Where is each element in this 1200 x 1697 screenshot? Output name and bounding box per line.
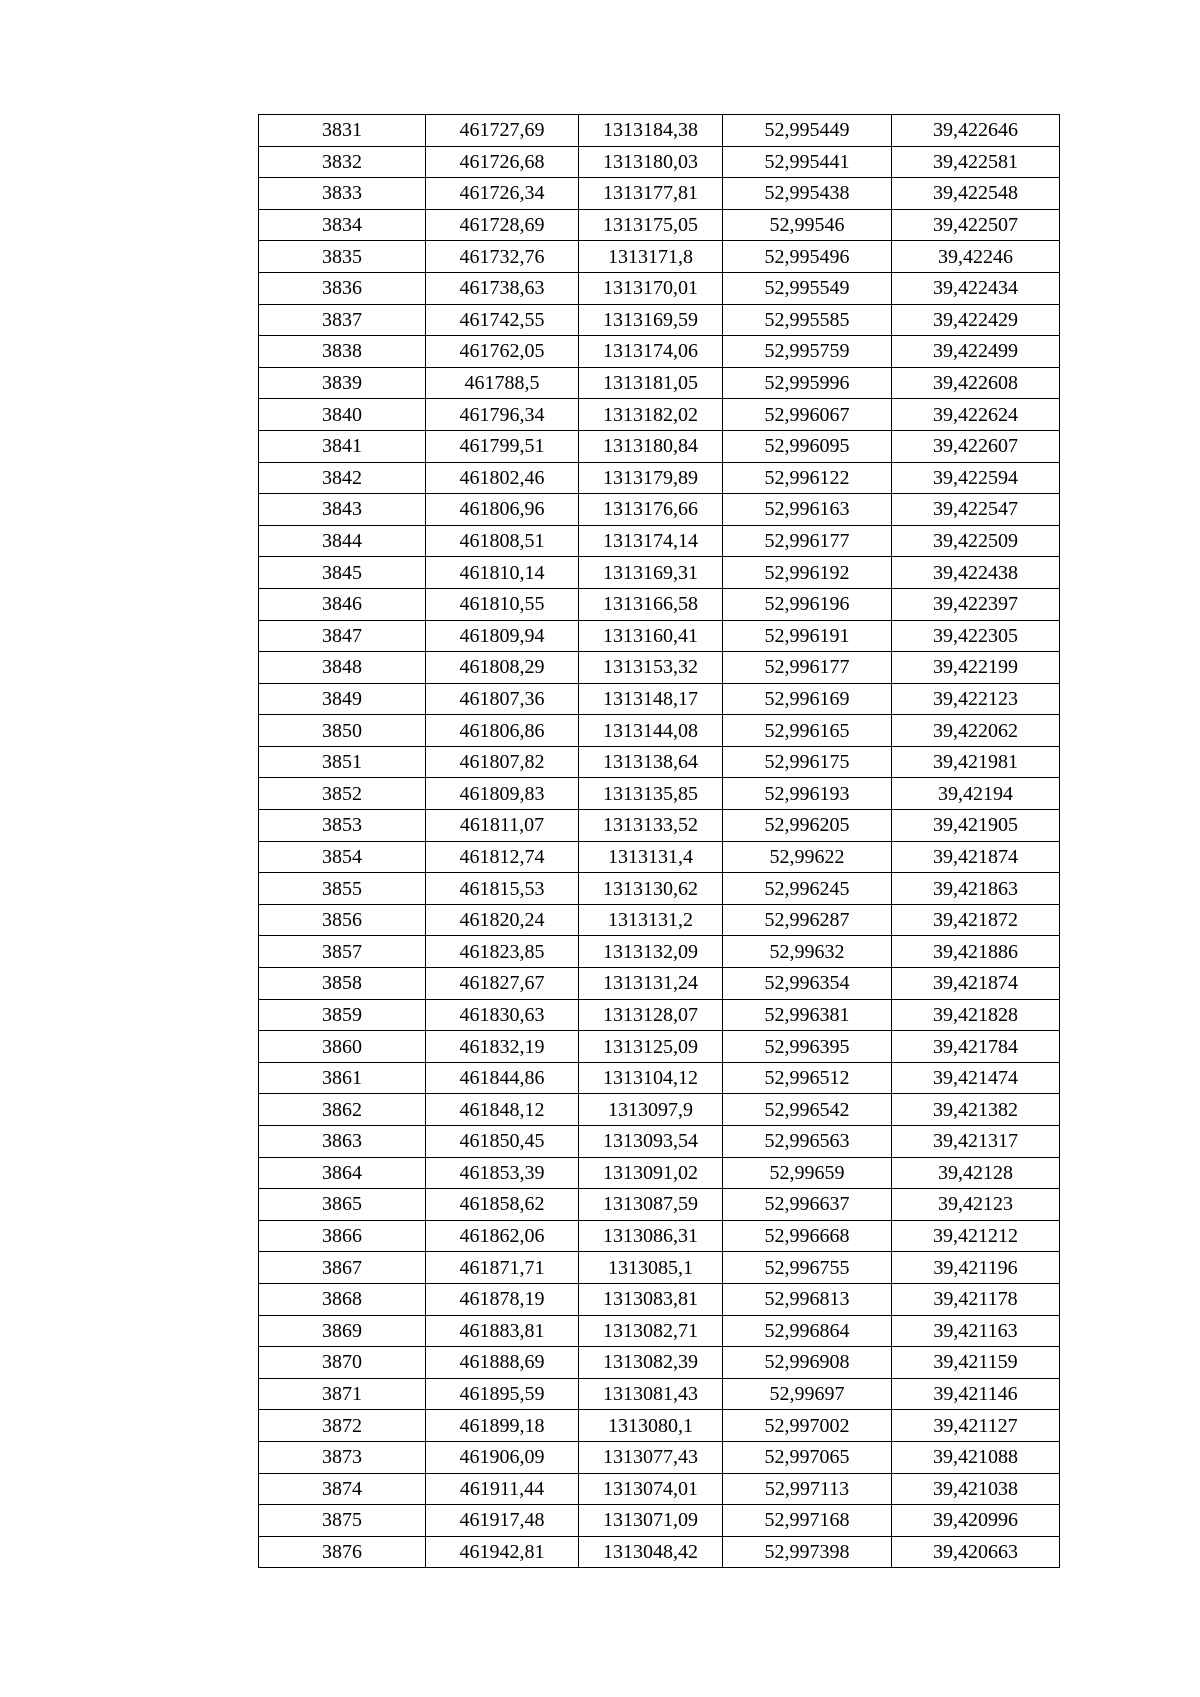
point-number-cell: 3873: [259, 1441, 426, 1473]
table-row: [259, 1410, 1060, 1442]
latitude-cell: 52,997065: [723, 1441, 892, 1473]
point-number-cell: 3859: [259, 999, 426, 1031]
y-coordinate-cell: 1313080,1: [579, 1410, 723, 1442]
point-number-cell: 3870: [259, 1347, 426, 1379]
y-coordinate-cell: 1313083,81: [579, 1283, 723, 1315]
table-row: [259, 1189, 1060, 1221]
longitude-cell: 39,420663: [892, 1536, 1060, 1568]
x-coordinate-cell: 461906,09: [426, 1441, 579, 1473]
point-number-cell: 3855: [259, 873, 426, 905]
latitude-cell: 52,996163: [723, 494, 892, 526]
table-row: [259, 241, 1060, 273]
x-coordinate-cell: 461820,24: [426, 904, 579, 936]
latitude-cell: 52,996177: [723, 652, 892, 684]
longitude-cell: 39,422594: [892, 462, 1060, 494]
latitude-cell: 52,996205: [723, 810, 892, 842]
latitude-cell: 52,996668: [723, 1220, 892, 1252]
table-row: [259, 1347, 1060, 1379]
y-coordinate-cell: 1313182,02: [579, 399, 723, 431]
longitude-cell: 39,422397: [892, 588, 1060, 620]
point-number-cell: 3833: [259, 178, 426, 210]
latitude-cell: 52,996813: [723, 1283, 892, 1315]
longitude-cell: 39,422548: [892, 178, 1060, 210]
latitude-cell: 52,995438: [723, 178, 892, 210]
x-coordinate-cell: 461942,81: [426, 1536, 579, 1568]
table-row: [259, 1062, 1060, 1094]
x-coordinate-cell: 461811,07: [426, 810, 579, 842]
latitude-cell: 52,997398: [723, 1536, 892, 1568]
longitude-cell: 39,421863: [892, 873, 1060, 905]
point-number-cell: 3865: [259, 1189, 426, 1221]
point-number-cell: 3874: [259, 1473, 426, 1505]
longitude-cell: 39,422305: [892, 620, 1060, 652]
latitude-cell: 52,995441: [723, 146, 892, 178]
table-row: [259, 746, 1060, 778]
table-row: [259, 209, 1060, 241]
y-coordinate-cell: 1313086,31: [579, 1220, 723, 1252]
latitude-cell: 52,997113: [723, 1473, 892, 1505]
x-coordinate-cell: 461878,19: [426, 1283, 579, 1315]
latitude-cell: 52,996191: [723, 620, 892, 652]
x-coordinate-cell: 461853,39: [426, 1157, 579, 1189]
latitude-cell: 52,996165: [723, 715, 892, 747]
longitude-cell: 39,422547: [892, 494, 1060, 526]
x-coordinate-cell: 461732,76: [426, 241, 579, 273]
x-coordinate-cell: 461815,53: [426, 873, 579, 905]
x-coordinate-cell: 461895,59: [426, 1378, 579, 1410]
x-coordinate-cell: 461832,19: [426, 1031, 579, 1063]
table-row: [259, 1536, 1060, 1568]
y-coordinate-cell: 1313135,85: [579, 778, 723, 810]
y-coordinate-cell: 1313144,08: [579, 715, 723, 747]
point-number-cell: 3832: [259, 146, 426, 178]
longitude-cell: 39,422199: [892, 652, 1060, 684]
table-row: [259, 557, 1060, 589]
table-row: [259, 1283, 1060, 1315]
table-row: [259, 588, 1060, 620]
y-coordinate-cell: 1313128,07: [579, 999, 723, 1031]
longitude-cell: 39,42123: [892, 1189, 1060, 1221]
point-number-cell: 3834: [259, 209, 426, 241]
y-coordinate-cell: 1313087,59: [579, 1189, 723, 1221]
latitude-cell: 52,99622: [723, 841, 892, 873]
y-coordinate-cell: 1313085,1: [579, 1252, 723, 1284]
x-coordinate-cell: 461788,5: [426, 367, 579, 399]
point-number-cell: 3860: [259, 1031, 426, 1063]
point-number-cell: 3858: [259, 968, 426, 1000]
x-coordinate-cell: 461862,06: [426, 1220, 579, 1252]
y-coordinate-cell: 1313166,58: [579, 588, 723, 620]
x-coordinate-cell: 461808,51: [426, 525, 579, 557]
point-number-cell: 3840: [259, 399, 426, 431]
longitude-cell: 39,42246: [892, 241, 1060, 273]
point-number-cell: 3867: [259, 1252, 426, 1284]
longitude-cell: 39,42194: [892, 778, 1060, 810]
x-coordinate-cell: 461848,12: [426, 1094, 579, 1126]
x-coordinate-cell: 461809,83: [426, 778, 579, 810]
point-number-cell: 3868: [259, 1283, 426, 1315]
table-row: [259, 1505, 1060, 1537]
latitude-cell: 52,996287: [723, 904, 892, 936]
y-coordinate-cell: 1313091,02: [579, 1157, 723, 1189]
latitude-cell: 52,996196: [723, 588, 892, 620]
point-number-cell: 3864: [259, 1157, 426, 1189]
latitude-cell: 52,996245: [723, 873, 892, 905]
point-number-cell: 3866: [259, 1220, 426, 1252]
x-coordinate-cell: 461808,29: [426, 652, 579, 684]
x-coordinate-cell: 461726,34: [426, 178, 579, 210]
point-number-cell: 3872: [259, 1410, 426, 1442]
point-number-cell: 3837: [259, 304, 426, 336]
latitude-cell: 52,995549: [723, 272, 892, 304]
longitude-cell: 39,421163: [892, 1315, 1060, 1347]
x-coordinate-cell: 461806,96: [426, 494, 579, 526]
x-coordinate-cell: 461871,71: [426, 1252, 579, 1284]
x-coordinate-cell: 461727,69: [426, 115, 579, 147]
y-coordinate-cell: 1313132,09: [579, 936, 723, 968]
table-row: [259, 1252, 1060, 1284]
y-coordinate-cell: 1313077,43: [579, 1441, 723, 1473]
y-coordinate-cell: 1313130,62: [579, 873, 723, 905]
latitude-cell: 52,996563: [723, 1126, 892, 1158]
table-row: [259, 968, 1060, 1000]
x-coordinate-cell: 461799,51: [426, 430, 579, 462]
y-coordinate-cell: 1313082,71: [579, 1315, 723, 1347]
longitude-cell: 39,420996: [892, 1505, 1060, 1537]
longitude-cell: 39,422507: [892, 209, 1060, 241]
point-number-cell: 3850: [259, 715, 426, 747]
table-row: [259, 904, 1060, 936]
point-number-cell: 3876: [259, 1536, 426, 1568]
x-coordinate-cell: 461728,69: [426, 209, 579, 241]
longitude-cell: 39,421146: [892, 1378, 1060, 1410]
latitude-cell: 52,99697: [723, 1378, 892, 1410]
longitude-cell: 39,42128: [892, 1157, 1060, 1189]
point-number-cell: 3842: [259, 462, 426, 494]
table-row: [259, 367, 1060, 399]
coordinates-table-body: [259, 115, 1060, 1568]
x-coordinate-cell: 461883,81: [426, 1315, 579, 1347]
longitude-cell: 39,422581: [892, 146, 1060, 178]
latitude-cell: 52,996381: [723, 999, 892, 1031]
y-coordinate-cell: 1313125,09: [579, 1031, 723, 1063]
table-row: [259, 1441, 1060, 1473]
longitude-cell: 39,422438: [892, 557, 1060, 589]
longitude-cell: 39,421874: [892, 841, 1060, 873]
x-coordinate-cell: 461812,74: [426, 841, 579, 873]
longitude-cell: 39,421828: [892, 999, 1060, 1031]
latitude-cell: 52,99632: [723, 936, 892, 968]
latitude-cell: 52,996354: [723, 968, 892, 1000]
x-coordinate-cell: 461809,94: [426, 620, 579, 652]
table-row: [259, 1315, 1060, 1347]
x-coordinate-cell: 461796,34: [426, 399, 579, 431]
point-number-cell: 3841: [259, 430, 426, 462]
coordinates-table: [258, 114, 1060, 1568]
y-coordinate-cell: 1313171,8: [579, 241, 723, 273]
point-number-cell: 3836: [259, 272, 426, 304]
x-coordinate-cell: 461858,62: [426, 1189, 579, 1221]
y-coordinate-cell: 1313180,84: [579, 430, 723, 462]
y-coordinate-cell: 1313170,01: [579, 272, 723, 304]
longitude-cell: 39,421474: [892, 1062, 1060, 1094]
table-row: [259, 936, 1060, 968]
latitude-cell: 52,995996: [723, 367, 892, 399]
y-coordinate-cell: 1313176,66: [579, 494, 723, 526]
y-coordinate-cell: 1313048,42: [579, 1536, 723, 1568]
latitude-cell: 52,996175: [723, 746, 892, 778]
table-row: [259, 620, 1060, 652]
table-row: [259, 1220, 1060, 1252]
longitude-cell: 39,421874: [892, 968, 1060, 1000]
table-row: [259, 1378, 1060, 1410]
latitude-cell: 52,996192: [723, 557, 892, 589]
latitude-cell: 52,997168: [723, 1505, 892, 1537]
y-coordinate-cell: 1313174,14: [579, 525, 723, 557]
table-row: [259, 715, 1060, 747]
point-number-cell: 3851: [259, 746, 426, 778]
latitude-cell: 52,996864: [723, 1315, 892, 1347]
longitude-cell: 39,421784: [892, 1031, 1060, 1063]
longitude-cell: 39,422123: [892, 683, 1060, 715]
table-row: [259, 873, 1060, 905]
x-coordinate-cell: 461888,69: [426, 1347, 579, 1379]
latitude-cell: 52,995496: [723, 241, 892, 273]
longitude-cell: 39,421886: [892, 936, 1060, 968]
table-row: [259, 336, 1060, 368]
x-coordinate-cell: 461738,63: [426, 272, 579, 304]
x-coordinate-cell: 461807,82: [426, 746, 579, 778]
y-coordinate-cell: 1313169,31: [579, 557, 723, 589]
table-row: [259, 525, 1060, 557]
latitude-cell: 52,996395: [723, 1031, 892, 1063]
latitude-cell: 52,995759: [723, 336, 892, 368]
y-coordinate-cell: 1313131,2: [579, 904, 723, 936]
table-row: [259, 146, 1060, 178]
latitude-cell: 52,995585: [723, 304, 892, 336]
point-number-cell: 3843: [259, 494, 426, 526]
latitude-cell: 52,99659: [723, 1157, 892, 1189]
y-coordinate-cell: 1313133,52: [579, 810, 723, 842]
longitude-cell: 39,422646: [892, 115, 1060, 147]
latitude-cell: 52,996067: [723, 399, 892, 431]
point-number-cell: 3861: [259, 1062, 426, 1094]
x-coordinate-cell: 461850,45: [426, 1126, 579, 1158]
point-number-cell: 3844: [259, 525, 426, 557]
y-coordinate-cell: 1313138,64: [579, 746, 723, 778]
y-coordinate-cell: 1313148,17: [579, 683, 723, 715]
point-number-cell: 3871: [259, 1378, 426, 1410]
point-number-cell: 3848: [259, 652, 426, 684]
y-coordinate-cell: 1313097,9: [579, 1094, 723, 1126]
point-number-cell: 3875: [259, 1505, 426, 1537]
table-row: [259, 841, 1060, 873]
table-row: [259, 430, 1060, 462]
latitude-cell: 52,996542: [723, 1094, 892, 1126]
longitude-cell: 39,422608: [892, 367, 1060, 399]
y-coordinate-cell: 1313104,12: [579, 1062, 723, 1094]
latitude-cell: 52,995449: [723, 115, 892, 147]
x-coordinate-cell: 461827,67: [426, 968, 579, 1000]
y-coordinate-cell: 1313131,4: [579, 841, 723, 873]
table-row: [259, 115, 1060, 147]
y-coordinate-cell: 1313174,06: [579, 336, 723, 368]
longitude-cell: 39,422499: [892, 336, 1060, 368]
x-coordinate-cell: 461762,05: [426, 336, 579, 368]
longitude-cell: 39,422607: [892, 430, 1060, 462]
point-number-cell: 3838: [259, 336, 426, 368]
y-coordinate-cell: 1313184,38: [579, 115, 723, 147]
x-coordinate-cell: 461742,55: [426, 304, 579, 336]
x-coordinate-cell: 461917,48: [426, 1505, 579, 1537]
y-coordinate-cell: 1313175,05: [579, 209, 723, 241]
longitude-cell: 39,422429: [892, 304, 1060, 336]
latitude-cell: 52,996755: [723, 1252, 892, 1284]
x-coordinate-cell: 461810,55: [426, 588, 579, 620]
longitude-cell: 39,421038: [892, 1473, 1060, 1505]
x-coordinate-cell: 461844,86: [426, 1062, 579, 1094]
point-number-cell: 3869: [259, 1315, 426, 1347]
latitude-cell: 52,996177: [723, 525, 892, 557]
point-number-cell: 3854: [259, 841, 426, 873]
latitude-cell: 52,997002: [723, 1410, 892, 1442]
x-coordinate-cell: 461810,14: [426, 557, 579, 589]
point-number-cell: 3847: [259, 620, 426, 652]
point-number-cell: 3835: [259, 241, 426, 273]
point-number-cell: 3853: [259, 810, 426, 842]
longitude-cell: 39,422624: [892, 399, 1060, 431]
table-row: [259, 178, 1060, 210]
table-row: [259, 494, 1060, 526]
longitude-cell: 39,421382: [892, 1094, 1060, 1126]
longitude-cell: 39,422509: [892, 525, 1060, 557]
latitude-cell: 52,996122: [723, 462, 892, 494]
longitude-cell: 39,421127: [892, 1410, 1060, 1442]
y-coordinate-cell: 1313180,03: [579, 146, 723, 178]
y-coordinate-cell: 1313081,43: [579, 1378, 723, 1410]
latitude-cell: 52,996908: [723, 1347, 892, 1379]
point-number-cell: 3839: [259, 367, 426, 399]
point-number-cell: 3856: [259, 904, 426, 936]
y-coordinate-cell: 1313169,59: [579, 304, 723, 336]
y-coordinate-cell: 1313082,39: [579, 1347, 723, 1379]
point-number-cell: 3852: [259, 778, 426, 810]
y-coordinate-cell: 1313153,32: [579, 652, 723, 684]
longitude-cell: 39,421905: [892, 810, 1060, 842]
x-coordinate-cell: 461899,18: [426, 1410, 579, 1442]
x-coordinate-cell: 461807,36: [426, 683, 579, 715]
point-number-cell: 3845: [259, 557, 426, 589]
table-row: [259, 304, 1060, 336]
y-coordinate-cell: 1313179,89: [579, 462, 723, 494]
y-coordinate-cell: 1313074,01: [579, 1473, 723, 1505]
x-coordinate-cell: 461802,46: [426, 462, 579, 494]
longitude-cell: 39,421178: [892, 1283, 1060, 1315]
longitude-cell: 39,421872: [892, 904, 1060, 936]
point-number-cell: 3857: [259, 936, 426, 968]
longitude-cell: 39,421088: [892, 1441, 1060, 1473]
table-row: [259, 1157, 1060, 1189]
longitude-cell: 39,422062: [892, 715, 1060, 747]
latitude-cell: 52,996512: [723, 1062, 892, 1094]
table-row: [259, 999, 1060, 1031]
table-row: [259, 1473, 1060, 1505]
longitude-cell: 39,421212: [892, 1220, 1060, 1252]
y-coordinate-cell: 1313093,54: [579, 1126, 723, 1158]
point-number-cell: 3863: [259, 1126, 426, 1158]
point-number-cell: 3862: [259, 1094, 426, 1126]
table-row: [259, 778, 1060, 810]
table-row: [259, 399, 1060, 431]
x-coordinate-cell: 461823,85: [426, 936, 579, 968]
table-row: [259, 1094, 1060, 1126]
longitude-cell: 39,422434: [892, 272, 1060, 304]
table-row: [259, 462, 1060, 494]
longitude-cell: 39,421317: [892, 1126, 1060, 1158]
longitude-cell: 39,421981: [892, 746, 1060, 778]
latitude-cell: 52,996637: [723, 1189, 892, 1221]
y-coordinate-cell: 1313181,05: [579, 367, 723, 399]
point-number-cell: 3846: [259, 588, 426, 620]
x-coordinate-cell: 461806,86: [426, 715, 579, 747]
x-coordinate-cell: 461830,63: [426, 999, 579, 1031]
point-number-cell: 3849: [259, 683, 426, 715]
table-row: [259, 652, 1060, 684]
table-row: [259, 272, 1060, 304]
latitude-cell: 52,996095: [723, 430, 892, 462]
y-coordinate-cell: 1313071,09: [579, 1505, 723, 1537]
table-row: [259, 1031, 1060, 1063]
table-row: [259, 683, 1060, 715]
latitude-cell: 52,996169: [723, 683, 892, 715]
longitude-cell: 39,421196: [892, 1252, 1060, 1284]
y-coordinate-cell: 1313160,41: [579, 620, 723, 652]
latitude-cell: 52,99546: [723, 209, 892, 241]
table-row: [259, 810, 1060, 842]
latitude-cell: 52,996193: [723, 778, 892, 810]
point-number-cell: 3831: [259, 115, 426, 147]
y-coordinate-cell: 1313177,81: [579, 178, 723, 210]
y-coordinate-cell: 1313131,24: [579, 968, 723, 1000]
table-row: [259, 1126, 1060, 1158]
x-coordinate-cell: 461911,44: [426, 1473, 579, 1505]
longitude-cell: 39,421159: [892, 1347, 1060, 1379]
x-coordinate-cell: 461726,68: [426, 146, 579, 178]
